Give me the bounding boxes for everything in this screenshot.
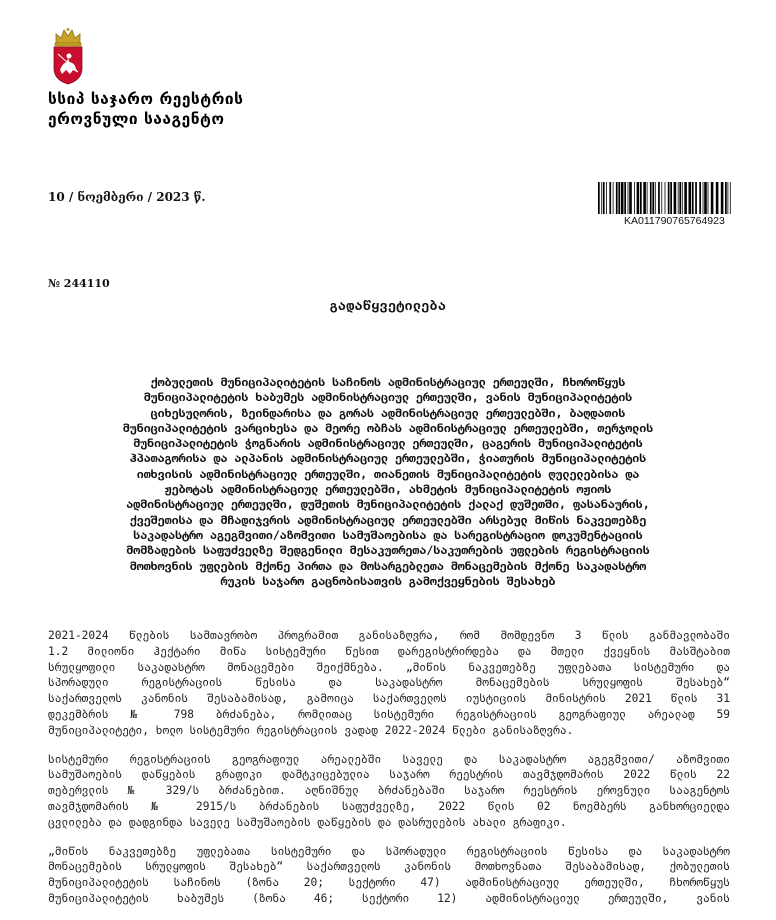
paragraph-line: სამუშაოების დაწყების გრაფიკი დამტკიცებულია საჯარო რეესტრის თავმჯდომარის 2022 წლის 22	[48, 768, 730, 782]
document-number: № 244110	[48, 277, 110, 290]
barcode-bar	[699, 182, 701, 214]
barcode-bar	[703, 182, 704, 214]
barcode-bar	[665, 182, 666, 214]
barcode-icon	[598, 182, 732, 214]
paragraph-line: 1.2 მილიონი ჰექტარი მიწა სისტემური წესით დარეგისტრირდება და მთელი ქვეყნის მასშტაბით	[48, 644, 730, 658]
paragraph-line: მონაცემების სრულყოფის შესახებ“ საქართველოს კანონის მოთხოვნათა შესაბამისად, ქობულეთის	[48, 860, 730, 874]
paragraph-line: 2021-2024 წლების სამთავრობო პროგრამით განისაზღვრა, რომ მომდევნო 3 წლის განმავლობაში	[48, 629, 730, 642]
barcode-bar	[640, 182, 642, 214]
barcode-bar	[692, 182, 694, 214]
barcode-bar	[728, 182, 729, 214]
barcode-bar	[650, 182, 652, 214]
barcode-bar	[730, 182, 731, 214]
barcode-bar	[704, 182, 707, 214]
barcode-bar	[695, 182, 697, 214]
barcode-bar	[689, 182, 692, 214]
barcode-bar	[679, 182, 681, 214]
barcode-bar	[601, 182, 602, 214]
subject-line: რუკის საჯარო გაცნობისათვის გამოქვეყნების შესახებ	[220, 573, 556, 588]
barcode-bar	[629, 182, 632, 214]
barcode-bar	[652, 182, 654, 214]
barcode-bar	[721, 182, 724, 214]
paragraph-line: თებერვლის № 329/ს ბრძანებით. აღნიშნულ ბრძანებაში საჯარო რეესტრის ეროვნული სააგენტოს	[48, 784, 730, 798]
barcode-bar	[708, 182, 709, 214]
barcode-bar	[613, 182, 614, 214]
barcode-bar	[661, 182, 662, 214]
document-title: გადაწყვეტილება	[329, 299, 447, 314]
barcode-bar	[634, 182, 635, 214]
paragraph-line: სრულყოფილი საკადასტრო მონაცემები შეიქმნება. „მიწის ნაკვეთებზე უფლებათა სისტემური და	[48, 660, 730, 674]
agency-name-line2: ეროვნული სააგენტო	[48, 110, 225, 128]
subject-line: მუნიციპალიტეტის ჭოგნარის ადმინისტრაციულ ერთეულში, ცაგერის მუნიციპალიტეტის	[133, 436, 643, 451]
barcode-bar	[606, 182, 607, 214]
barcode-bar	[711, 182, 714, 214]
document-body	[48, 628, 730, 920]
subject-line: ქვეშეთისა და მჩადიჯვრის ადმინისტრაციულ ერთეულებში არსებულ მიწის ნაკვეთებზე	[129, 512, 647, 527]
paragraph-line: მუნიციპალიტეტის ხაბუმეს (ზონა 46; სექტორი 12) ადმინისტრაციულ ერთეულში, ვანის	[48, 891, 730, 905]
barcode-bar	[716, 182, 719, 214]
barcode-block	[598, 182, 732, 227]
subject-line: ადმინისტრაციულ ერთეულში, დუშეთის მუნიციპალიტეტის ქალაქ დუშეთში, ფასანაურის,	[126, 497, 650, 512]
subject-line: ჟებოტას ადმინისტრაციულ ერთეულებში, ახმეტის მუნიციპალიტეტის ოჟიოს	[164, 482, 612, 497]
barcode-number: KA011790765764923	[624, 215, 725, 227]
barcode-bar	[598, 182, 600, 214]
barcode-bar	[603, 182, 605, 214]
body-paragraph	[48, 752, 730, 831]
barcode-bar	[621, 182, 624, 214]
subject-line: ქობულეთის მუნიციპალიტეტის საჩინოს ადმინისტრაციულ ერთეულში, ჩხოროწყუს	[150, 375, 626, 389]
paragraph-line: სისტემური რეგისტრაციის გეოგრაფიულ არეალებში საველე და საკადასტრო აგეგმვითი/ აზომვითი	[48, 752, 730, 766]
paragraph-line: მუნიციპალიტეტის საჩინოს (ზონა 20; სექტორი 47) ადმინისტრაციულ ერთეულში, ჩხოროწყუს	[48, 876, 730, 890]
agency-name-line1: სსიპ საჯარო რეესტრის	[48, 90, 244, 108]
body-paragraph	[48, 628, 730, 739]
subject-line: მუნიციპალიტეტის ხაბუმეს ადმინისტრაციულ ერთეულში, ვანის მუნიციპალიტეტის	[143, 390, 633, 405]
barcode-bar	[624, 182, 626, 214]
subject-line: ჰპათაგორისა და ალპანის ადმინისტრაციულ ერთეულებში, ჭიათურის მუნიციპალიტეტის	[129, 451, 647, 466]
paragraph-line: თავმჯდომარის № 2915/ს ბრძანების საფუძველზე, 2022 წლის 02 ნოემბერს განხორციელდა	[48, 799, 730, 813]
paragraph-line: დეკემბრის № 798 ბრძანება, რომლითაც სისტემური რეგისტრაციის გეოგრაფიულ არეალად 59	[48, 707, 730, 721]
barcode-bar	[643, 182, 646, 214]
barcode-bar	[647, 182, 648, 214]
barcode-bar	[618, 182, 620, 214]
paragraph-line: საქართველოს კანონის შესაბამისად, გამოიცა საქართველოს იუსტიციის მინისტრის 2021 წლის 31	[48, 692, 730, 706]
coat-of-arms-icon	[48, 26, 88, 86]
barcode-bar	[682, 182, 683, 214]
subject-line: მუნიციპალიტეტის ვარციხესა და მეორე ობჩას ადმინისტრაციულ ერთეულებში, თერჯოლის	[122, 420, 654, 435]
paragraph-line: ცვლილება და დადგინდა საველე სამუშაოების დაწყების და დასრულების ახალი გრაფიკი.	[48, 815, 567, 829]
subject-line: მოთხოვნის უფლების მქონე პირთა და მოსარგებლეთა მონაცემების მქონე საკადასტრო	[129, 558, 647, 573]
agency-name	[48, 89, 243, 129]
paragraph-line: მუნიციპალიტეტი, ხოლო სისტემური რეგისტრაციის ვადად 2022-2024 წლები განისაზღვრა.	[48, 723, 574, 737]
document-date: 10 / ნოემბერი / 2023 წ.	[48, 190, 206, 204]
barcode-bar	[725, 182, 727, 214]
document-subject	[60, 375, 716, 589]
barcode-bar	[668, 182, 670, 214]
barcode-bar	[678, 182, 679, 214]
barcode-bar	[674, 182, 677, 214]
paragraph-line: „მიწის ნაკვეთებზე უფლებათა სისტემური და სპორადული რეგისტრაციის წესისა და საკადასტრო	[48, 844, 730, 858]
subject-line: ციხესულორის, ზეინდარისა და გორას ადმინისტრაციულ ერთეულებში, ბაღდათის	[150, 405, 626, 420]
body-paragraph	[48, 844, 730, 907]
barcode-bar	[670, 182, 672, 214]
barcode-bar	[616, 182, 618, 214]
barcode-bar	[658, 182, 660, 214]
barcode-bar	[655, 182, 656, 214]
subject-line: ითხვისის ადმინისტრაციულ ერთეულში, თიანეთის მუნიციპალიტეტის ღულელებისა და	[136, 466, 640, 481]
paragraph-line: სპორადული რეგისტრაციის წესისა და საკადასტრო მონაცემების სრულყოფის შესახებ“	[48, 676, 730, 690]
barcode-bar	[637, 182, 640, 214]
subject-line: მომზადების საფუძველზე შედგენილი მესაკუთრეთა/საკუთრების უფლების რეგისტრაციის	[126, 543, 650, 558]
barcode-bar	[609, 182, 611, 214]
barcode-bar	[628, 182, 629, 214]
barcode-bar	[684, 182, 687, 214]
subject-line: საკადასტრო აგეგმვითი/აზომვითი სამუშაოებისა და სარეგისტრაციო დოკუმენტაციის	[133, 527, 643, 542]
